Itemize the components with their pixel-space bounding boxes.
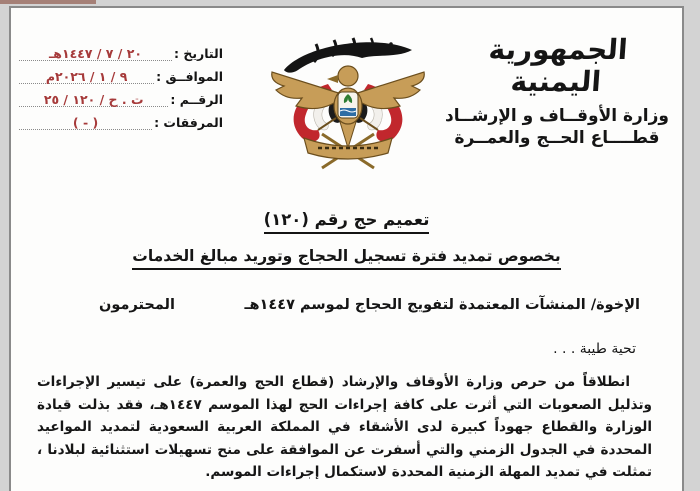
addressee-row xyxy=(99,297,640,313)
dotted-line xyxy=(19,64,154,84)
gregorian-date-value: ٩ / ١ / ٢٠٢٦م xyxy=(45,69,128,84)
ministry-name: وزارة الأوقــاف و الإرشــاد xyxy=(445,106,669,127)
gregorian-date-label: الموافــق : xyxy=(156,69,223,84)
meta-fields xyxy=(19,38,223,130)
dotted-line xyxy=(19,110,152,130)
eagle-icon xyxy=(272,66,425,148)
scan-edge-artifact xyxy=(0,0,96,4)
gregorian-date-field xyxy=(19,61,223,84)
reference-number-label: الرقــم : xyxy=(170,92,223,107)
country-name: الجمهورية اليمنية xyxy=(487,33,629,99)
letterhead xyxy=(438,34,676,148)
date-label: التاريخ : xyxy=(173,46,223,61)
reference-number-field xyxy=(19,84,223,107)
document-page xyxy=(9,6,684,491)
circular-title-block xyxy=(11,210,682,234)
attachments-label: المرفقات : xyxy=(154,115,223,130)
circular-title: تعميم حج رقم (١٢٠) xyxy=(264,210,430,234)
yemen-national-emblem-icon xyxy=(258,22,438,172)
date-value: ٢٠ / ٧ / ١٤٤٧هـ xyxy=(49,46,142,61)
sector-name: قطــــاع الحــج والعمــرة xyxy=(454,128,660,149)
date-field xyxy=(19,38,223,61)
body-paragraph: انطلاقاً من حرص وزارة الأوقاف والإرشاد (قطاع الحج والعمرة) على تيسير الإجراءات وتذليل الصعوبات التي أثرت على كافة إجراءات الحج لهذا الموسم ١٤٤٧هـ، فقد بذلت قيادة الوزارة والقطاع جهوداً كبيرة لدى الأشقاء في المملكة العربية السعودية لتمديد المواعيد المحددة في الجدول الزمني والتي أسفرت عن الموافقة على منح تسهيلات استثنائية لبلادنا ، تمثلت في تمديد المهلة الزمنية المحددة لاستكمال إجراءات الموسم. xyxy=(37,374,652,481)
addressee-line: الإخوة/ المنشآت المعتمدة لتفويج الحجاج لموسم ١٤٤٧هـ xyxy=(244,297,640,313)
attachments-value: ( - ) xyxy=(72,115,99,130)
greeting: تحية طيبة . . . xyxy=(553,341,636,357)
dotted-line xyxy=(19,41,172,61)
subject-line: بخصوص تمديد فترة تسجيل الحجاج وتوريد مبالغ الخدمات xyxy=(132,247,560,270)
subject-block xyxy=(11,246,682,270)
dotted-line xyxy=(19,87,168,107)
attachments-field xyxy=(19,107,223,130)
honorific: المحترمون xyxy=(99,297,175,313)
reference-number-value: ت . ح / ١٢٠ / ٢٥ xyxy=(43,92,144,107)
